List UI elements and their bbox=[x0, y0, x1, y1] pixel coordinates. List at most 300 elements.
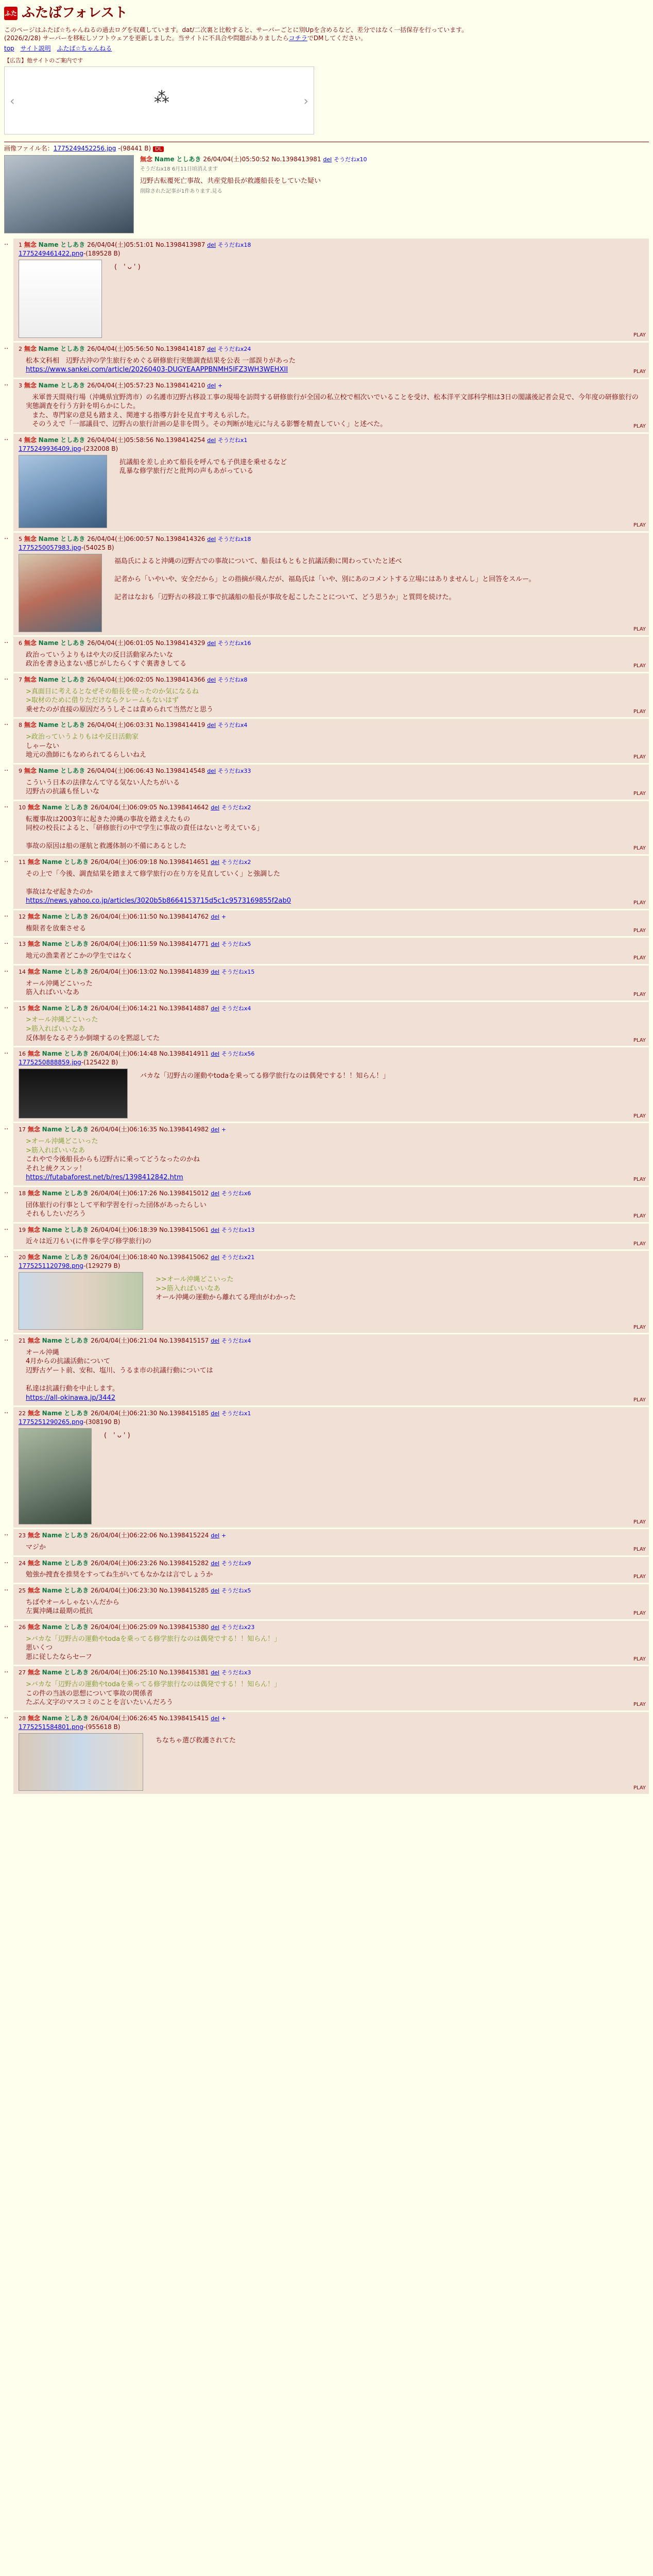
ad-label: 【広告】他サイトのご案内です bbox=[4, 57, 83, 64]
reply-box bbox=[13, 765, 649, 800]
play-button[interactable]: PLAY bbox=[633, 754, 646, 760]
reply-del-link[interactable]: del bbox=[211, 1623, 220, 1631]
reply-no[interactable]: No.1398414762 bbox=[159, 912, 209, 920]
play-button[interactable]: PLAY bbox=[633, 845, 646, 852]
reply-id: としあき bbox=[64, 1337, 89, 1345]
reply-text: 近々は近刀もい(に件事を学び修学旅行)の bbox=[26, 1238, 152, 1246]
reply-sodane-button[interactable]: そうだねx4 bbox=[221, 1005, 251, 1012]
reply-no[interactable]: No.1398414887 bbox=[159, 1004, 209, 1012]
reply-indent-mark: .. bbox=[4, 765, 9, 773]
op-body: 辺野古転覆死亡事故、共産党船長が救護船長をしていた疑い bbox=[140, 177, 321, 185]
reply-sodane-button[interactable]: そうだねx1 bbox=[217, 436, 248, 444]
reply-body bbox=[19, 924, 644, 934]
reply-number: 6 bbox=[19, 639, 22, 647]
reply-no[interactable]: No.1398414210 bbox=[156, 381, 205, 389]
reply-title: 無念 bbox=[27, 968, 40, 975]
reply-meta bbox=[19, 858, 644, 867]
reply-file-link[interactable]: 1775249936409.jpg bbox=[19, 445, 81, 452]
reply-sodane-button[interactable]: そうだねx4 bbox=[217, 722, 248, 729]
reply-meta bbox=[19, 639, 644, 648]
reply-no[interactable]: No.1398415381 bbox=[159, 1669, 209, 1676]
reply-name: Name bbox=[38, 675, 59, 683]
reply-id: としあき bbox=[64, 1623, 89, 1631]
reply-file-link[interactable]: 1775250888859.jpg bbox=[19, 1058, 81, 1066]
contact-link[interactable]: コチラ bbox=[288, 35, 307, 42]
reply-meta bbox=[19, 241, 644, 249]
reply-number: 12 bbox=[19, 913, 26, 920]
play-button[interactable]: PLAY bbox=[633, 900, 646, 906]
reply-number: 27 bbox=[19, 1669, 26, 1676]
reply-date: 26/04/04(土)06:26:45 bbox=[91, 1714, 158, 1722]
download-button[interactable]: DL bbox=[153, 146, 164, 152]
play-button[interactable]: PLAY bbox=[633, 626, 646, 633]
reply-quote: >バカな「辺野古の運動やtodaを乗ってる修学旅行なのは偶発でする！！知らん！」 bbox=[26, 1681, 281, 1689]
reply-box bbox=[13, 343, 649, 378]
reply-no[interactable]: No.1398415285 bbox=[159, 1586, 209, 1594]
reply-sodane-button[interactable]: そうだねx8 bbox=[217, 676, 248, 683]
reply-thumbnail[interactable] bbox=[19, 1428, 92, 1524]
ad-prev-icon[interactable]: ‹ bbox=[10, 94, 15, 109]
reply-name: Name bbox=[38, 381, 59, 389]
reply-sodane-button[interactable]: そうだねx2 bbox=[221, 858, 251, 866]
reply-number: 20 bbox=[19, 1254, 26, 1261]
reply-box bbox=[13, 434, 649, 531]
reply-post bbox=[4, 1621, 649, 1665]
reply-date: 26/04/04(土)06:09:18 bbox=[91, 858, 158, 866]
reply-del-link[interactable]: del bbox=[207, 722, 216, 729]
reply-file-size: -(232008 B) bbox=[81, 445, 118, 452]
reply-title: 無念 bbox=[27, 1126, 40, 1133]
reply-title: 無念 bbox=[24, 436, 37, 444]
reply-del-link[interactable]: del bbox=[211, 858, 220, 866]
reply-text: 政治っていうよりもはや大の反日活動家みたいな 政治を書き込まない感じがしたらくすぐ裏書きしてる bbox=[26, 651, 187, 668]
reply-no[interactable]: No.1398415061 bbox=[159, 1226, 209, 1233]
reply-content bbox=[19, 1348, 644, 1402]
reply-no[interactable]: No.1398415157 bbox=[159, 1337, 209, 1345]
site-title[interactable]: ふたばフォレスト bbox=[22, 5, 128, 21]
reply-sodane-button[interactable]: そうだねx4 bbox=[221, 1337, 251, 1345]
reply-file-link[interactable]: 1775250057983.jpg bbox=[19, 544, 81, 551]
reply-no[interactable]: No.1398414326 bbox=[156, 535, 205, 543]
reply-text: ( ' ᴗ ' ) bbox=[114, 263, 141, 271]
reply-sodane-button[interactable]: そうだねx23 bbox=[221, 1623, 255, 1631]
reply-content bbox=[19, 778, 644, 796]
reply-del-link[interactable]: del bbox=[211, 1005, 220, 1012]
reply-sodane-button[interactable]: そうだねx56 bbox=[221, 1050, 255, 1058]
reply-box bbox=[13, 1557, 649, 1583]
play-button[interactable]: PLAY bbox=[633, 1113, 646, 1119]
play-button[interactable]: PLAY bbox=[633, 1324, 646, 1330]
reply-url-link[interactable]: https://futabaforest.net/b/res/1398412842.htm bbox=[26, 1174, 183, 1182]
reply-name: Name bbox=[42, 1126, 62, 1133]
reply-sodane-button[interactable]: そうだねx15 bbox=[221, 968, 255, 975]
reply-del-link[interactable]: del bbox=[207, 639, 216, 647]
reply-content bbox=[19, 1680, 644, 1707]
reply-del-link[interactable]: del bbox=[211, 804, 220, 811]
reply-body bbox=[19, 778, 644, 796]
reply-date: 26/04/04(土)05:51:01 bbox=[87, 241, 154, 248]
reply-del-link[interactable]: del bbox=[211, 1532, 220, 1539]
reply-url-link[interactable]: https://www.sankei.com/article/20260403-DUGYEAAPPBNMH5IFZ3WH3WEHXII bbox=[26, 366, 288, 374]
play-button[interactable]: PLAY bbox=[633, 1547, 646, 1553]
play-button[interactable]: PLAY bbox=[633, 1785, 646, 1791]
reply-del-link[interactable]: del bbox=[211, 1410, 220, 1417]
reply-body bbox=[19, 815, 644, 851]
play-button[interactable]: PLAY bbox=[633, 663, 646, 669]
reply-name: Name bbox=[42, 1532, 62, 1539]
reply-text: 反体制をなるぞうか倒壊するのを黙認してた bbox=[26, 1034, 160, 1042]
reply-file-link[interactable]: 1775251120798.png bbox=[19, 1262, 83, 1269]
loading-spinner-icon: ⁂ bbox=[154, 89, 169, 107]
reply-sodane-button[interactable]: + bbox=[217, 382, 223, 389]
reply-no[interactable]: No.1398414911 bbox=[159, 1050, 209, 1058]
reply-no[interactable]: No.1398415282 bbox=[159, 1559, 209, 1567]
reply-title: 無念 bbox=[24, 721, 37, 729]
reply-meta bbox=[19, 1226, 644, 1234]
reply-del-link[interactable]: del bbox=[211, 1560, 220, 1567]
reply-text: 松本文科相 辺野古沖の学生旅行をめぐる研修旅行実態調査結果を公表 一部誤りがあった bbox=[26, 357, 296, 365]
site-logo[interactable]: ふた bbox=[4, 7, 18, 20]
reply-title: 無念 bbox=[24, 345, 37, 352]
op-deleted-note[interactable]: 削除された記事が1件あります.見る bbox=[140, 188, 222, 194]
reply-id: としあき bbox=[64, 1004, 89, 1012]
play-button[interactable]: PLAY bbox=[633, 1574, 646, 1580]
reply-title: 無念 bbox=[24, 639, 37, 647]
reply-sodane-button[interactable]: そうだねx9 bbox=[221, 1560, 251, 1567]
reply-box bbox=[13, 1224, 649, 1249]
notice bbox=[4, 26, 649, 42]
reply-post bbox=[4, 856, 649, 909]
reply-no[interactable]: No.1398414839 bbox=[159, 968, 209, 975]
reply-sodane-button[interactable]: そうだねx16 bbox=[217, 639, 251, 647]
reply-url-link[interactable]: https://news.yahoo.co.jp/articles/3020b5b8664153715d5c1c9573169855f2ab0 bbox=[26, 897, 291, 905]
reply-name: Name bbox=[42, 1714, 62, 1722]
reply-no[interactable]: No.1398414254 bbox=[156, 436, 205, 444]
reply-file-line bbox=[19, 1058, 644, 1066]
reply-file-size: -(955618 B) bbox=[83, 1723, 121, 1731]
reply-name: Name bbox=[42, 1337, 62, 1345]
reply-post bbox=[4, 673, 649, 717]
reply-no[interactable]: No.1398414651 bbox=[159, 858, 209, 866]
reply-title: 無念 bbox=[24, 535, 37, 543]
nav-about-link[interactable]: サイト説明 bbox=[20, 45, 51, 53]
reply-id: としあき bbox=[60, 381, 85, 389]
reply-meta bbox=[19, 535, 644, 544]
reply-sodane-button[interactable]: そうだねx13 bbox=[221, 1226, 255, 1233]
reply-id: としあき bbox=[60, 639, 85, 647]
op-file-link[interactable]: 1775249452256.jpg bbox=[53, 145, 116, 152]
reply-del-link[interactable]: del bbox=[207, 535, 216, 543]
reply-del-link[interactable]: del bbox=[211, 1669, 220, 1676]
reply-date: 26/04/04(土)06:23:26 bbox=[91, 1559, 158, 1567]
reply-number: 7 bbox=[19, 676, 22, 683]
play-button[interactable]: PLAY bbox=[633, 1213, 646, 1219]
reply-del-link[interactable]: del bbox=[207, 676, 216, 683]
reply-sodane-button[interactable]: そうだねx5 bbox=[221, 1587, 251, 1594]
reply-id: としあき bbox=[64, 1559, 89, 1567]
reply-indent-mark: .. bbox=[4, 379, 9, 387]
reply-thumbnail[interactable] bbox=[19, 455, 107, 528]
play-button[interactable]: PLAY bbox=[633, 1397, 646, 1403]
reply-del-link[interactable]: del bbox=[211, 1190, 220, 1197]
reply-del-link[interactable]: del bbox=[211, 1715, 220, 1722]
reply-del-link[interactable]: del bbox=[207, 345, 216, 352]
reply-no[interactable]: No.1398415415 bbox=[159, 1714, 209, 1722]
reply-del-link[interactable]: del bbox=[207, 436, 216, 444]
play-button[interactable]: PLAY bbox=[633, 1177, 646, 1183]
reply-del-link[interactable]: del bbox=[211, 1126, 220, 1133]
reply-box bbox=[13, 1666, 649, 1710]
reply-date: 26/04/04(土)06:14:21 bbox=[91, 1004, 158, 1012]
reply-title: 無念 bbox=[27, 1253, 40, 1261]
op-post bbox=[4, 155, 649, 233]
reply-date: 26/04/04(土)06:25:09 bbox=[91, 1623, 158, 1631]
reply-thumbnail[interactable] bbox=[19, 554, 102, 632]
reply-text: この件の当該の思想について事故の関係者 たぶん文字のマスコミのことを言いたいんだろう bbox=[26, 1689, 174, 1707]
reply-date: 26/04/04(土)06:21:30 bbox=[91, 1410, 158, 1417]
reply-meta bbox=[19, 1253, 644, 1262]
reply-sodane-button[interactable]: + bbox=[221, 1532, 227, 1539]
reply-box bbox=[13, 801, 649, 854]
site-header bbox=[4, 3, 649, 24]
reply-date: 26/04/04(土)06:18:39 bbox=[91, 1226, 158, 1233]
play-button[interactable]: PLAY bbox=[633, 522, 646, 529]
reply-name: Name bbox=[42, 1050, 62, 1058]
reply-del-link[interactable]: del bbox=[207, 382, 216, 389]
op-del-link[interactable]: del bbox=[323, 156, 332, 163]
reply-no[interactable]: No.1398414366 bbox=[156, 675, 205, 683]
reply-date: 26/04/04(土)06:02:05 bbox=[87, 675, 154, 683]
reply-no[interactable]: No.1398414419 bbox=[156, 721, 205, 729]
reply-del-link[interactable]: del bbox=[211, 1337, 220, 1345]
reply-number: 4 bbox=[19, 436, 22, 444]
reply-body bbox=[112, 458, 287, 528]
reply-box bbox=[13, 719, 649, 762]
play-button[interactable]: PLAY bbox=[633, 1702, 646, 1708]
reply-text: マジか bbox=[26, 1544, 46, 1552]
reply-content bbox=[19, 687, 644, 715]
reply-file-line bbox=[19, 544, 644, 552]
reply-text: 悪いくつ 悪に従したならセーフ bbox=[26, 1644, 92, 1661]
play-button[interactable]: PLAY bbox=[633, 1611, 646, 1617]
reply-sodane-button[interactable]: そうだねx18 bbox=[217, 535, 251, 543]
reply-sodane-button[interactable]: そうだねx3 bbox=[221, 1669, 251, 1676]
reply-body bbox=[19, 1680, 644, 1707]
reply-date: 26/04/04(土)06:11:50 bbox=[91, 912, 158, 920]
reply-id: としあき bbox=[60, 535, 85, 543]
reply-title: 無念 bbox=[27, 1559, 40, 1567]
reply-title: 無念 bbox=[27, 1623, 40, 1631]
play-button[interactable]: PLAY bbox=[633, 332, 646, 338]
reply-quote: >政治っていうよりもはや反日活動家 bbox=[26, 733, 139, 741]
reply-file-line bbox=[19, 1418, 644, 1426]
play-button[interactable]: PLAY bbox=[633, 955, 646, 961]
play-button[interactable]: PLAY bbox=[633, 1519, 646, 1525]
reply-indent-mark: .. bbox=[4, 1048, 9, 1056]
reply-title: 無念 bbox=[27, 1714, 40, 1722]
reply-body bbox=[19, 1348, 644, 1402]
reply-title: 無念 bbox=[27, 803, 40, 811]
reply-box bbox=[13, 1712, 649, 1794]
reply-post bbox=[4, 637, 649, 672]
play-button[interactable]: PLAY bbox=[633, 1656, 646, 1662]
top-nav bbox=[4, 44, 649, 53]
reply-no[interactable]: No.1398414982 bbox=[159, 1126, 209, 1133]
reply-body bbox=[107, 557, 536, 632]
reply-post bbox=[4, 1334, 649, 1405]
reply-sodane-button[interactable]: そうだねx1 bbox=[221, 1410, 251, 1417]
reply-del-link[interactable]: del bbox=[207, 767, 216, 774]
reply-body bbox=[107, 263, 141, 338]
reply-sodane-button[interactable]: + bbox=[221, 913, 227, 920]
reply-sodane-button[interactable]: + bbox=[221, 1715, 227, 1722]
op-thumbnail[interactable] bbox=[4, 155, 134, 233]
play-button[interactable]: PLAY bbox=[633, 1037, 646, 1043]
reply-sodane-button[interactable]: そうだねx24 bbox=[217, 345, 251, 352]
reply-body bbox=[19, 357, 644, 375]
reply-no[interactable]: No.1398415012 bbox=[159, 1189, 209, 1197]
reply-del-link[interactable]: del bbox=[211, 941, 220, 948]
reply-id: としあき bbox=[64, 968, 89, 975]
reply-post bbox=[4, 1047, 649, 1122]
reply-text: オール沖縄 4月からの抗議活動について 辺野古ゲート前、安和、塩川、うるま市の抗議行動については 私達は抗議行動を中止します。 bbox=[26, 1348, 213, 1393]
reply-body bbox=[19, 952, 644, 961]
play-button[interactable]: PLAY bbox=[633, 1241, 646, 1247]
reply-date: 26/04/04(土)06:23:30 bbox=[91, 1586, 158, 1594]
reply-thumbnail[interactable] bbox=[19, 1069, 128, 1118]
reply-date: 26/04/04(土)06:00:57 bbox=[87, 535, 154, 543]
reply-meta bbox=[19, 1049, 644, 1058]
reply-indent-mark: .. bbox=[4, 856, 9, 864]
reply-del-link[interactable]: del bbox=[211, 968, 220, 975]
reply-post bbox=[4, 1666, 649, 1710]
reply-sodane-button[interactable]: そうだねx33 bbox=[217, 767, 251, 774]
reply-no[interactable]: No.1398413987 bbox=[156, 241, 205, 248]
reply-box bbox=[13, 1407, 649, 1528]
reply-file-size: -(308190 B) bbox=[83, 1418, 121, 1426]
reply-thumbnail[interactable] bbox=[19, 1272, 143, 1330]
reply-indent-mark: .. bbox=[4, 1584, 9, 1592]
ad-banner[interactable] bbox=[4, 66, 314, 134]
reply-title: 無念 bbox=[24, 381, 37, 389]
reply-post bbox=[4, 1712, 649, 1794]
reply-title: 無念 bbox=[24, 675, 37, 683]
reply-sodane-button[interactable]: そうだねx2 bbox=[221, 804, 251, 811]
reply-file-link[interactable]: 1775251584801.png bbox=[19, 1723, 83, 1731]
nav-futaba-link[interactable]: ふたば☆ちゃんねる bbox=[57, 45, 112, 53]
play-button[interactable]: PLAY bbox=[633, 927, 646, 934]
reply-name: Name bbox=[38, 721, 59, 729]
reply-number: 13 bbox=[19, 941, 26, 948]
reply-del-link[interactable]: del bbox=[211, 1050, 220, 1058]
reply-box bbox=[13, 965, 649, 1001]
reply-name: Name bbox=[42, 940, 62, 948]
reply-content bbox=[19, 357, 644, 375]
reply-text: ちばやオールしゃないんだから 左翼沖縄は最期の抵抗 bbox=[26, 1598, 119, 1616]
reply-text: 福島氏によると沖縄の辺野古での事故について、船長はもともと抗議活動に関わっていたと述べ 記者から「いやいや、安全だから」との指摘が飛んだが、福島氏は「いや、別にあのコメントする立場にはありませんし」と回答をスルー。 記者はなおも「辺野古の移設工事で抗議船の船長が事故を起こしたことについて、どう思うか」と質問を続けた。 bbox=[114, 557, 536, 602]
reply-title: 無念 bbox=[27, 1410, 40, 1417]
reply-thumbnail[interactable] bbox=[19, 1733, 143, 1791]
reply-id: としあき bbox=[64, 858, 89, 866]
reply-no[interactable]: No.1398414642 bbox=[159, 803, 209, 811]
reply-del-link[interactable]: del bbox=[211, 1226, 220, 1233]
reply-title: 無念 bbox=[24, 241, 37, 248]
reply-id: としあき bbox=[64, 1253, 89, 1261]
reply-number: 26 bbox=[19, 1623, 26, 1631]
reply-text: 団体旅行の行事として平和学習を行った団体があったらしい それもしたいだろう bbox=[26, 1201, 207, 1218]
reply-post bbox=[4, 434, 649, 531]
reply-id: としあき bbox=[64, 1714, 89, 1722]
play-button[interactable]: PLAY bbox=[633, 369, 646, 375]
reply-box bbox=[13, 1251, 649, 1333]
reply-sodane-button[interactable]: そうだねx5 bbox=[221, 941, 251, 948]
reply-id: としあき bbox=[64, 1669, 89, 1676]
reply-sodane-button[interactable]: そうだねx18 bbox=[217, 241, 251, 248]
op-sodane-button[interactable]: そうだねx10 bbox=[334, 156, 367, 163]
reply-indent-mark: .. bbox=[4, 533, 9, 541]
reply-no[interactable]: No.1398414548 bbox=[156, 767, 205, 774]
reply-file-link[interactable]: 1775251290265.png bbox=[19, 1418, 83, 1426]
reply-del-link[interactable]: del bbox=[211, 913, 220, 920]
play-button[interactable]: PLAY bbox=[633, 791, 646, 797]
reply-del-link[interactable]: del bbox=[207, 241, 216, 248]
reply-indent-mark: .. bbox=[4, 1335, 9, 1343]
reply-id: としあき bbox=[64, 1410, 89, 1417]
reply-name: Name bbox=[42, 1669, 62, 1676]
reply-meta bbox=[19, 1189, 644, 1198]
reply-text: 権限者を放棄させる bbox=[26, 924, 87, 933]
play-button[interactable]: PLAY bbox=[633, 423, 646, 430]
reply-url-link[interactable]: https://all-okinawa.jp/3442 bbox=[26, 1394, 116, 1402]
reply-no[interactable]: No.1398414329 bbox=[156, 639, 205, 647]
reply-sodane-button[interactable]: そうだねx21 bbox=[221, 1254, 255, 1261]
reply-sodane-button[interactable]: + bbox=[221, 1126, 227, 1133]
reply-content bbox=[19, 554, 644, 632]
reply-indent-mark: .. bbox=[4, 1224, 9, 1232]
reply-indent-mark: .. bbox=[4, 434, 9, 442]
reply-body bbox=[19, 1570, 644, 1580]
reply-no[interactable]: No.1398415224 bbox=[159, 1532, 209, 1539]
reply-thumbnail[interactable] bbox=[19, 260, 102, 338]
reply-del-link[interactable]: del bbox=[211, 1587, 220, 1594]
reply-indent-mark: .. bbox=[4, 965, 9, 974]
reply-meta bbox=[19, 1531, 644, 1540]
reply-no[interactable]: No.1398414187 bbox=[156, 345, 205, 352]
reply-no[interactable]: No.1398414771 bbox=[159, 940, 209, 948]
reply-content bbox=[19, 651, 644, 669]
reply-del-link[interactable]: del bbox=[211, 1254, 220, 1261]
play-button[interactable]: PLAY bbox=[633, 708, 646, 715]
reply-file-link[interactable]: 1775249461422.png bbox=[19, 249, 83, 257]
reply-number: 18 bbox=[19, 1190, 26, 1197]
reply-no[interactable]: No.1398415185 bbox=[159, 1410, 209, 1417]
op-file-line: 画像ファイル名：1775249452256.jpg -(98441 B) DL bbox=[4, 142, 649, 153]
play-button[interactable]: PLAY bbox=[633, 992, 646, 998]
reply-post bbox=[4, 719, 649, 762]
reply-name: Name bbox=[38, 767, 59, 774]
reply-meta bbox=[19, 803, 644, 812]
reply-text: 乗せたのが直接の原因だろうしそこは責められて当然だと思う bbox=[26, 705, 214, 714]
reply-indent-mark: .. bbox=[4, 1124, 9, 1132]
reply-meta bbox=[19, 968, 644, 976]
reply-no[interactable]: No.1398415380 bbox=[159, 1623, 209, 1631]
nav-top-link[interactable]: top bbox=[4, 45, 14, 53]
ad-next-icon[interactable]: › bbox=[303, 94, 308, 109]
reply-sodane-button[interactable]: そうだねx6 bbox=[221, 1190, 251, 1197]
reply-id: としあき bbox=[64, 803, 89, 811]
reply-body bbox=[19, 1635, 644, 1662]
reply-no[interactable]: No.1398415062 bbox=[159, 1253, 209, 1261]
